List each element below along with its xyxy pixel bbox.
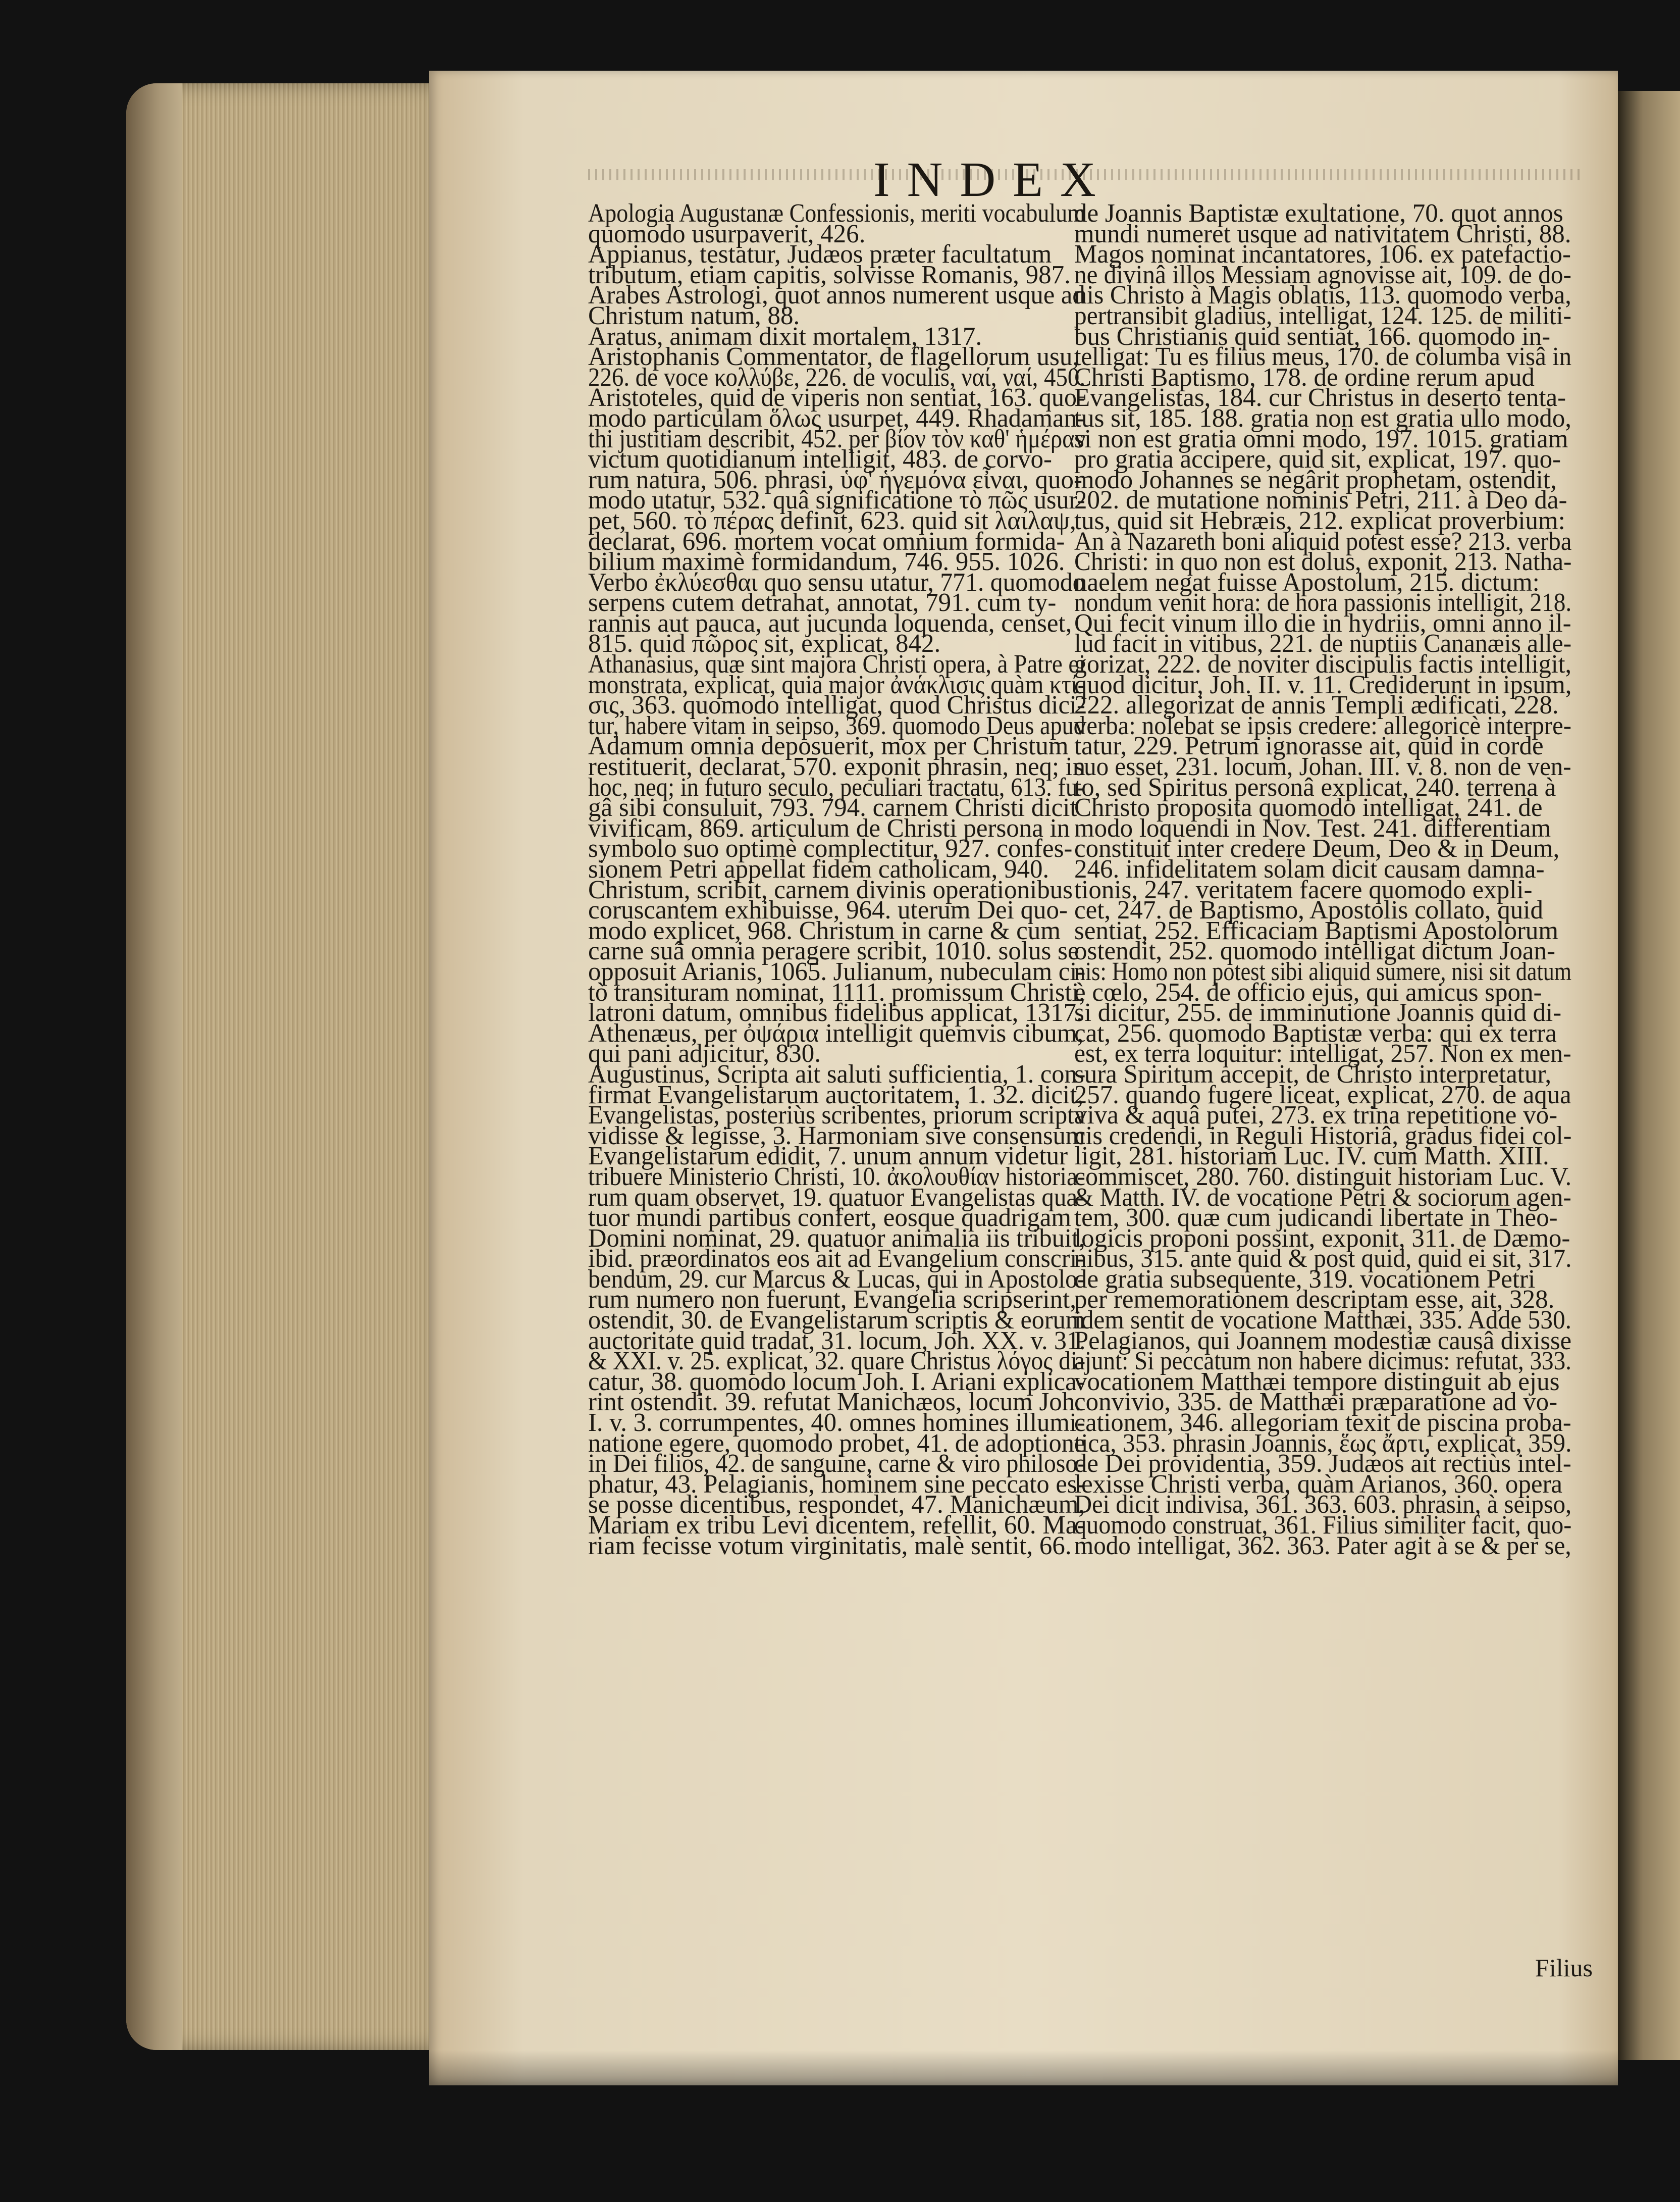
index-line: 246. infidelitatem solam dicit causam damna-: [1074, 855, 1545, 884]
index-line: modo loquendi in Nov. Test. 241. differentiam: [1074, 813, 1551, 843]
index-line: Athenæus, per ὀψάρια intelligit quemvis cibum,: [588, 1018, 1084, 1048]
index-line: sionem Petri appellat fidem catholicam, 940.: [588, 855, 1049, 884]
index-line: lud facit in vitibus, 221. de nuptiis Cananæis alle-: [1074, 629, 1572, 658]
index-line: de Dei providentia, 359. Judæos ait rectiùs intel-: [1074, 1449, 1571, 1478]
index-line: restituerit, declarat, 570. exponit phrasin, neq; in: [588, 752, 1086, 782]
index-line: convivio, 335. de Matthæi præparatione ad vo-: [1074, 1388, 1558, 1417]
index-line: Augustinus, Scripta ait saluti sufficientia, 1. con-: [588, 1059, 1086, 1089]
index-line: est, ex terra loquitur: intelligat, 257. Non ex men-: [1074, 1039, 1571, 1068]
index-line: vivificam, 869. articulum de Christi persona in: [588, 813, 1070, 843]
index-line: cis credendi, in Reguli Historiâ, gradus fidei col-: [1074, 1121, 1572, 1150]
index-line: se posse dicentibus, respondet, 47. Manichæum,: [588, 1490, 1085, 1519]
index-line: Qui fecit vinum illo die in hydriis, omni anno il-: [1074, 608, 1571, 638]
index-line: rint ostendit. 39. refutat Manichæos, locum Joh.: [588, 1388, 1082, 1417]
index-line: An à Nazareth boni aliquid potest esse? 213. verba: [1074, 527, 1572, 556]
index-line: nondum venit hora: de hora passionis intelligit, 218.: [1074, 588, 1572, 618]
index-line: verba: nolebat se ipsis credere: allegoricè interpre-: [1074, 711, 1571, 740]
index-line: Magos nominat incantatores, 106. ex patefactio-: [1074, 240, 1571, 269]
index-line: suo esset, 231. locum, Johan. III. v. 8. non de ven-: [1074, 752, 1571, 782]
index-line: Arabes Astrologi, quot annos numerent usque ad: [588, 281, 1085, 310]
index-line: declarat, 696. mortem vocat omnium formida-: [588, 527, 1065, 556]
left-column: [588, 203, 1090, 1956]
index-line: tribuere Ministerio Christi, 10. ἀκολουθίαν historia-: [588, 1162, 1085, 1191]
index-line: opposuit Arianis, 1065. Julianum, nubeculam ci-: [588, 957, 1086, 986]
index-line: rum numero non fuerunt, Evangelia scripserint,: [588, 1285, 1076, 1314]
index-line: & XXI. v. 25. explicat, 32. quare Christus λόγος di-: [588, 1347, 1086, 1376]
index-line: tionis, 247. veritatem facere quomodo expli-: [1074, 875, 1533, 904]
page-header: INDEX: [873, 152, 1113, 207]
index-line: serpens cutem detrahat, annotat, 791. cum ty-: [588, 588, 1057, 618]
index-line: viva & aquâ putei, 273. ex trina repetitione vo-: [1074, 1101, 1558, 1130]
index-line: tus sit, 185. 188. gratia non est gratia ullo modo,: [1074, 403, 1571, 433]
index-line: modo utatur, 532. quâ significatione τὸ πῶς usur-: [588, 486, 1085, 515]
index-line: Christi: in quo non est dolus, exponit, 213. Natha-: [1074, 547, 1572, 577]
index-line: quomodo construat, 361. Filius similiter facit, quo-: [1074, 1511, 1572, 1540]
index-line: pro gratia accipere, quid sit, explicat, 197. quo-: [1074, 445, 1561, 474]
index-line: firmat Evangelistarum auctoritatem, 1. 32. dicit,: [588, 1080, 1084, 1109]
index-line: sura Spiritum accepit, de Christo interpretatur,: [1074, 1059, 1552, 1089]
index-line: 226. de voce κολλύβε, 226. de voculis, ναί, ναί, 450.: [588, 363, 1086, 392]
index-line: qui pani adjicitur, 830.: [588, 1039, 821, 1068]
index-line: quomodo usurpaverit, 426.: [588, 219, 866, 248]
index-line: 257. quando fugere liceat, explicat, 270. de aqua: [1074, 1080, 1571, 1109]
index-line: telligat: Tu es filius meus, 170. de columba visâ in: [1074, 342, 1572, 372]
index-line: riam fecisse votum virginitatis, malè sentit, 66.: [588, 1531, 1072, 1560]
index-line: idem sentit de vocatione Matthæi, 335. Adde 530.: [1074, 1306, 1571, 1335]
index-line: monstrata, explicat, quia major ἀνάκλισις quàm κτί-: [588, 670, 1086, 699]
index-line: Pelagianos, qui Joannem modestiæ causâ dixisse: [1074, 1326, 1572, 1355]
index-line: modo Johannes se negârit prophetam, ostendit,: [1074, 465, 1557, 494]
index-line: tatur, 229. Petrum ignorasse ait, quid in corde: [1074, 732, 1544, 761]
index-line: ostendit, 30. de Evangelistarum scriptis & eorum: [588, 1306, 1085, 1335]
index-line: bendum, 29. cur Marcus & Lucas, qui in Apostolo-: [588, 1264, 1086, 1294]
index-line: bus Christianis quid sentiat, 166. quomodo in-: [1074, 322, 1551, 351]
index-line: I. v. 3. corrumpentes, 40. omnes homines illumi-: [588, 1408, 1085, 1438]
index-line: constituit inter credere Deum, Deo & in Deum,: [1074, 834, 1560, 863]
index-line: naelem negat fuisse Apostolum, 215. dictum:: [1074, 568, 1540, 597]
index-line: vidisse & legisse, 3. Harmoniam sive consensum: [588, 1121, 1085, 1150]
index-line: commiscet, 280. 760. distinguit historiam Luc. V.: [1074, 1162, 1572, 1191]
index-line: & Matth. IV. de vocatione Petri & sociorum agen-: [1074, 1183, 1571, 1212]
index-line: in Dei filios, 42. de sanguine, carne & viro philoso-: [588, 1449, 1086, 1478]
index-line: Christum, scribit, carnem divinis operationibus: [588, 875, 1073, 904]
index-line: ostendit, 252. quomodo intelligat dictum Joan-: [1074, 937, 1555, 966]
index-line: pertransibit gladius, intelligat, 124. 125. de militi-: [1074, 301, 1571, 330]
index-line: hoc, neq; in futuro seculo, peculiari tractatu, 613. fu-: [588, 773, 1085, 802]
index-line: rannis aut pauca, aut jucunda loquenda, censet,: [588, 608, 1072, 638]
index-line: lexisse Christi verba, quàm Arianos, 360. opera: [1074, 1469, 1563, 1499]
index-line: gâ sibi consuluit, 793. 794. carnem Christi dicit: [588, 793, 1077, 823]
index-line: carne suâ omnia peragere scribit, 1010. solus se: [588, 937, 1079, 966]
index-line: nibus, 315. ante quid & post quid, quid ei sit, 317.: [1074, 1244, 1572, 1273]
index-line: cationem, 346. allegoriam texit de piscina proba-: [1074, 1408, 1571, 1438]
index-line: 222. allegorizat de annis Templi ædificati, 228.: [1074, 691, 1559, 720]
index-line: pet, 560. τὸ πέρας definit, 623. quid sit λαιλαψ,: [588, 506, 1076, 535]
index-line: ligit, 281. historiam Luc. IV. cum Matth. XIII.: [1074, 1142, 1549, 1171]
index-line: ibid. præordinatos eos ait ad Evangelium conscri-: [588, 1244, 1085, 1273]
index-line: Athanasius, quæ sint majora Christi opera, à Patre ei: [588, 650, 1086, 679]
index-line: modo particulam ὅλως usurpet, 449. Rhadaman-: [588, 403, 1085, 433]
index-line: Verbo ἐκλύεσθαι quo sensu utatur, 771. quomodo: [588, 568, 1085, 597]
index-line: 815. quid πῶρος sit, explicat, 842.: [588, 629, 941, 658]
index-line: rum quam observet, 19. quatuor Evangelistas qua-: [588, 1183, 1086, 1212]
index-line: Evangelistas, 184. cur Christus in deserto tenta-: [1074, 383, 1566, 413]
index-line: symbolo suo optimè complectitur, 927. confes-: [588, 834, 1073, 863]
index-line: Christum natum, 88.: [588, 301, 800, 330]
index-line: Aristoteles, quid de viperis non sentiat, 163. quo-: [588, 383, 1085, 413]
index-line: tò transituram nominat, 1111. promissum Christi,: [588, 978, 1085, 1007]
index-line: de Joannis Baptistæ exultatione, 70. quot annos: [1074, 203, 1563, 228]
index-line: rum natura, 506. phrasi, ὑφ' ἡγεμόνα εἶναι, quo-: [588, 465, 1082, 494]
index-line: tica, 353. phrasin Joannis, ἕως ἄρτι, explicat, 359.: [1074, 1428, 1572, 1458]
index-line: Adamum omnia deposuerit, mox per Christum: [588, 732, 1069, 761]
index-line: tur, habere vitam in seipso, 369. quomodo Deus apud: [588, 711, 1085, 740]
index-line: Christi Baptismo, 178. de ordine rerum apud: [1074, 363, 1535, 392]
index-line: Evangelistas, posteriùs scribentes, priorum scripta: [588, 1101, 1085, 1130]
index-line: de gratia subsequente, 319. vocationem Petri: [1074, 1264, 1536, 1294]
index-line: modo intelligat, 362. 363. Pater agit à se & per se,: [1074, 1531, 1571, 1560]
index-line: Aristophanis Commentator, de flagellorum usu,: [588, 342, 1079, 372]
index-line: è cœlo, 254. de officio ejus, qui amicus spon-: [1074, 978, 1542, 1007]
index-line: quod dicitur, Joh. II. v. 11. Crediderunt in ipsum,: [1074, 670, 1572, 699]
index-line: phatur, 43. Pelagianis, hominem sine peccato es-: [588, 1469, 1086, 1499]
index-line: 202. de mutatione nominis Petri, 211. à Deo da-: [1074, 486, 1567, 515]
index-line: mundi numeret usque ad nativitatem Christi, 88.: [1074, 219, 1571, 248]
index-line: Christo proposita quomodo intelligat, 241. de: [1074, 793, 1543, 823]
index-line: modo explicet, 968. Christum in carne & cum: [588, 916, 1061, 945]
index-line: ajunt: Si peccatum non habere dicimus: refutat, 333.: [1074, 1347, 1571, 1376]
index-line: nis: Homo non potest sibi aliquid sumere, nisi sit datum: [1074, 957, 1572, 986]
index-line: to, sed Spiritus personâ explicat, 240. terrena à: [1074, 773, 1556, 802]
index-line: sentiat, 252. Efficaciam Baptismi Apostolorum: [1074, 916, 1559, 945]
index-line: Apologia Augustanæ Confessionis, meriti vocabulum: [588, 203, 1085, 228]
index-line: si dicitur, 255. de imminutione Joannis quid di-: [1074, 998, 1562, 1028]
index-line: tus, quid sit Hebræis, 212. explicat proverbium:: [1074, 506, 1565, 535]
index-line: auctoritate quid tradat, 31. locum, Joh. XX. v. 31.: [588, 1326, 1086, 1355]
index-line: Appianus, testatur, Judæos præter facultatum: [588, 240, 1052, 269]
index-line: Aratus, animam dixit mortalem, 1317.: [588, 322, 982, 351]
index-line: victum quotidianum intelligit, 483. de corvo-: [588, 445, 1052, 474]
index-line: thi justitiam describit, 452. per βίον τὸν καθ' ἡμέραν: [588, 424, 1086, 453]
index-line: nis Christo à Magis oblatis, 113. quomodo verba,: [1074, 281, 1571, 310]
index-line: tuor mundi partibus confert, eosque quadrigam: [588, 1203, 1072, 1233]
index-line: natione egere, quomodo probet, 41. de adoptione: [588, 1428, 1086, 1458]
index-line: latroni datum, omnibus fidelibus applicat, 1317.: [588, 998, 1083, 1028]
index-line: σις, 363. quomodo intelligat, quod Christus dici-: [588, 691, 1085, 720]
index-line: tributum, etiam capitis, solvisse Romanis, 987.: [588, 260, 1071, 289]
index-line: catur, 38. quomodo locum Joh. I. Ariani explica-: [588, 1367, 1085, 1396]
index-line: Mariam ex tribu Levi dicentem, refellit, 60. Ma-: [588, 1511, 1086, 1540]
index-line: logicis proponi possint, exponit, 311. de Dæmo-: [1074, 1223, 1570, 1253]
index-line: cet, 247. de Baptismo, Apostolis collato, quid: [1074, 896, 1543, 925]
index-line: Domini nominat, 29. quatuor animalia iis tribuit,: [588, 1223, 1085, 1253]
index-line: bilium maximè formidandum, 746. 955. 1026.: [588, 547, 1065, 577]
book-spine: [126, 83, 182, 2050]
index-line: vocationem Matthæi tempore distinguit ab ejus: [1074, 1367, 1560, 1396]
index-line: Dei dicit indivisa, 361. 363. 603. phrasin, à seipso,: [1074, 1490, 1572, 1519]
index-line: ne divinâ illos Messiam agnovisse ait, 109. de do-: [1074, 260, 1571, 289]
right-column: [1074, 203, 1577, 1956]
page-bottom-shadow: [429, 2050, 1618, 2085]
index-line: tem, 300. quæ cum judicandi libertate in Theo-: [1074, 1203, 1558, 1233]
facing-page-edge: [1618, 91, 1680, 2060]
index-line: Evangelistarum edidit, 7. unum annum videtur: [588, 1142, 1068, 1171]
index-line: gorizat, 222. de noviter discipulis factis intelligit,: [1074, 650, 1572, 679]
index-line: coruscantem exhibuisse, 964. uterum Dei quo-: [588, 896, 1068, 925]
index-line: per rememorationem descriptam esse, ait, 328.: [1074, 1285, 1555, 1314]
index-line: si non est gratia omni modo, 197. 1015. gratiam: [1074, 424, 1568, 453]
index-line: cat, 256. quomodo Baptistæ verba: qui ex terra: [1074, 1018, 1557, 1048]
catchword: Filius: [1535, 1954, 1593, 1982]
